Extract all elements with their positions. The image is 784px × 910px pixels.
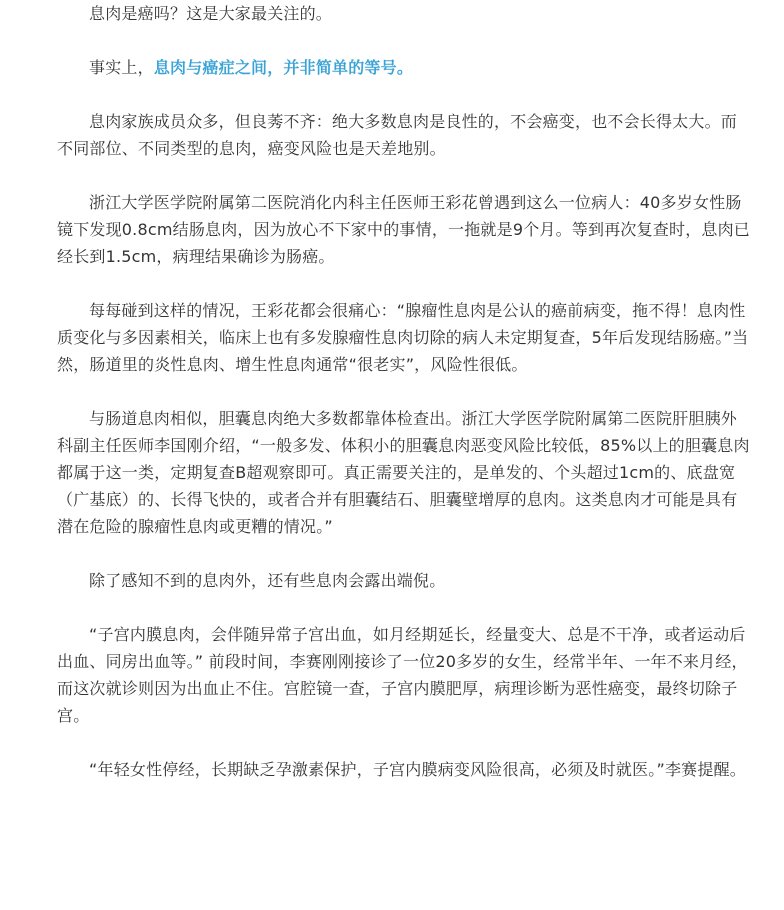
key-point-lead: 事实上， (89, 58, 154, 77)
paragraph-key-point (57, 54, 751, 81)
paragraph-gallbladder: 与肠道息肉相似，胆囊息肉绝大多数都靠体检查出。浙江大学医学院附属第二医院肝胆胰外科副主任医师李国刚介绍，“一般多发、体积小的胆囊息肉恶变风险比较低，85%以上的胆囊息肉都属于这一类，定期复查B超观察即可。真正需要关注的，是单发的、个头超过1cm的、底盘宽（广基底）的、长得飞快的，或者合并有胆囊结石、胆囊壁增厚的息肉。这类息肉才可能是具有潜在危险的腺瘤性息肉或更糟的情况。” (57, 409, 750, 536)
paragraph-colon-case: 浙江大学医学院附属第二医院消化内科主任医师王彩花曾遇到这么一位病人：40多岁女性肠镜下发现0.8cm结肠息肉，因为放心不下家中的事情，一拖就是9个月。等到再次复查时，息肉已经长到1.5cm，病理结果确诊为肠癌。 (57, 193, 751, 266)
paragraph-doctor-quote: 每每碰到这样的情况，王彩花都会很痛心：“腺瘤性息肉是公认的癌前病变，拖不得！息肉性质变化与多因素相关，临床上也有多发腺瘤性息肉切除的病人未定期复查，5年后发现结肠癌。”当然，肠道里的炎性息肉、增生性息肉通常“很老实”，风险性很低。 (57, 301, 749, 374)
paragraph-endometrial: “子宫内膜息肉，会伴随异常子宫出血，如月经期延长，经量变大、总是不干净，或者运动后出血、同房出血等。” 前段时间，李赛刚刚接诊了一位20多岁的女生，经常半年、一年不来月经，而这次就诊则因为出血止不住。宫腔镜一查，子宫内膜肥厚，病理诊断为恶性癌变，最终切除子宫。 (57, 625, 748, 725)
paragraph-gap (57, 540, 751, 567)
paragraph-gap (57, 27, 751, 54)
paragraph-gap (57, 162, 751, 189)
paragraph-intro-question: 息肉是癌吗？这是大家最关注的。 (89, 4, 333, 23)
paragraph-gap (57, 729, 751, 756)
paragraph-symptoms-intro: 除了感知不到的息肉外，还有些息肉会露出端倪。 (89, 571, 446, 590)
paragraph-gap (57, 594, 751, 621)
paragraph-gap (57, 378, 751, 405)
paragraph-polyp-family: 息肉家族成员众多，但良莠不齐：绝大多数息肉是良性的，不会癌变，也不会长得太大。而不同部位、不同类型的息肉，癌变风险也是天差地别。 (57, 112, 738, 158)
paragraph-gap (57, 81, 751, 108)
paragraph-gap (57, 270, 751, 297)
key-point-highlight: 息肉与癌症之间，并非简单的等号。 (153, 58, 414, 77)
paragraph-reminder: “年轻女性停经，长期缺乏孕激素保护，子宫内膜病变风险很高，必须及时就医。”李赛提醒。 (89, 760, 746, 779)
